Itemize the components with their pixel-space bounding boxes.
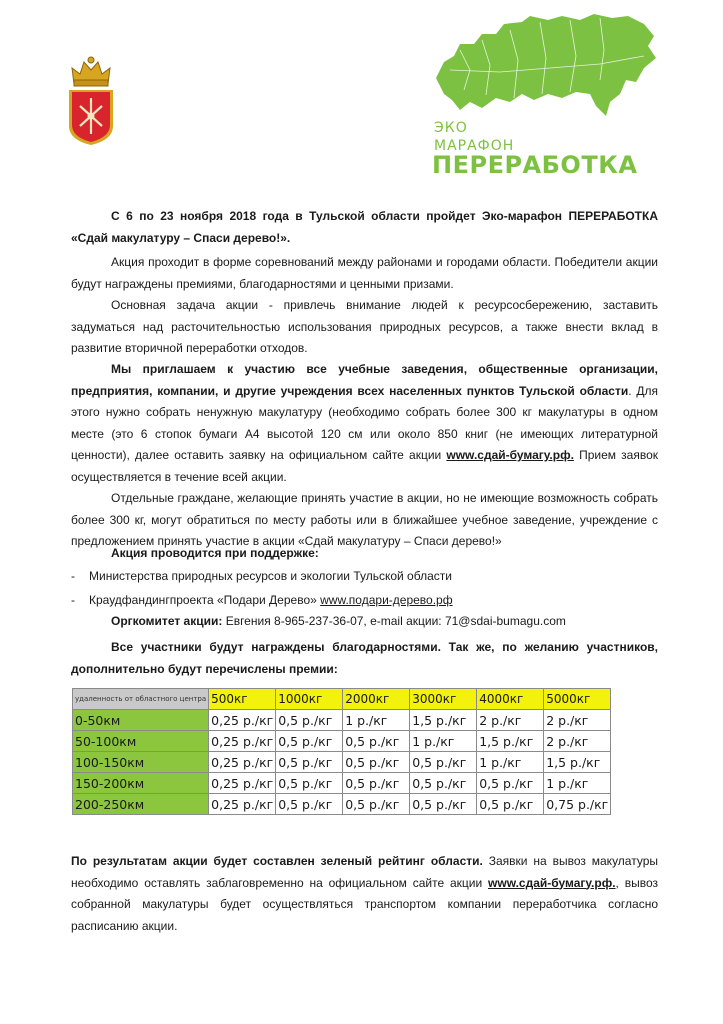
support-heading-text: Акция проводится при поддержке: — [111, 546, 319, 560]
table-cell: 0,5 р./кг — [477, 773, 544, 794]
table-cell: 2 р./кг — [544, 710, 611, 731]
orgcommittee — [71, 611, 658, 633]
table-corner-label: удаленность от областного центра — [73, 689, 209, 710]
table-cell: 0,5 р./кг — [477, 794, 544, 815]
table-row — [73, 773, 611, 794]
bullet-dash: - — [71, 569, 75, 583]
results-bold: По результатам акции будет составлен зеленый рейтинг области. — [71, 854, 483, 868]
column-header: 500кг — [209, 689, 276, 710]
awards-text: Все участники будут награждены благодарностями. Так же, по желанию участников, дополнительно будут перечислены премии: — [71, 640, 658, 676]
eco-marathon-logo — [430, 10, 660, 180]
table-cell: 0,5 р./кг — [343, 773, 410, 794]
paragraph-main-goal — [71, 295, 658, 360]
table-cell: 1 р./кг — [544, 773, 611, 794]
intro-text: С 6 по 23 ноября 2018 года в Тульской области пройдет Эко-марафон ПЕРЕРАБОТКА «Сдай макулатуру – Спаси дерево!». — [71, 209, 658, 245]
logo-line-pererabotka: ПЕРЕРАБОТКА — [432, 151, 638, 179]
table-cell: 2 р./кг — [544, 731, 611, 752]
table-cell: 0,5 р./кг — [410, 752, 477, 773]
column-header: 3000кг — [410, 689, 477, 710]
intro-paragraph — [71, 206, 658, 249]
results-paragraph — [71, 851, 658, 937]
invitation-text-1: . Для этого нужно собрать ненужную макулатуру (необходимо собрать более 300 кг макулатуры в одном месте (это 6 стопок бумаги А4 высотой 120 см или около 850 книг (не имеющих литературной ценности), далее оставить заявку на официальном сайте акции — [71, 383, 659, 462]
bullet-dash: - — [71, 593, 75, 607]
support-heading — [71, 543, 658, 565]
premium-rates-table — [72, 688, 611, 815]
table-cell: 1 р./кг — [343, 710, 410, 731]
table-cell: 0,5 р./кг — [343, 731, 410, 752]
table-cell: 0,5 р./кг — [276, 731, 343, 752]
table-cell: 0,25 р./кг — [209, 752, 276, 773]
table-cell: 0,5 р./кг — [343, 752, 410, 773]
row-header: 0-50км — [73, 710, 209, 731]
table-cell: 0,5 р./кг — [276, 752, 343, 773]
paragraph-individuals-text: Отдельные граждане, желающие принять участие в акции, но не имеющие возможность собрать более 300 кг, могут обратиться по месту работы или в ближайшее учебное заведение, учреждение с предложением принять участие в акции «Сдай макулатуру – Спаси дерево!» — [71, 491, 658, 548]
invitation-bold: Мы приглашаем к участию все учебные заведения, общественные организации, предприятия, компании, и другие учреждения всех населенных пунктов Тульской области — [71, 362, 658, 398]
site-link[interactable]: www.сдай-бумагу.рф. — [446, 448, 574, 462]
paragraph-competition-text: Акция проходит в форме соревнований между районами и городами области. Победители акции будут награждены премиями, благодарностями и ценными призами. — [71, 255, 658, 291]
column-header: 5000кг — [544, 689, 611, 710]
orgcommittee-label: Оргкомитет акции: — [111, 614, 223, 628]
column-header: 4000кг — [477, 689, 544, 710]
table-cell: 0,25 р./кг — [209, 794, 276, 815]
support-item — [71, 566, 452, 587]
results-text-1: Заявки на вывоз макулатуры необходимо оставлять заблаговременно на официальном сайте акции — [71, 854, 659, 890]
column-header: 1000кг — [276, 689, 343, 710]
table-cell: 1,5 р./кг — [477, 731, 544, 752]
row-header: 50-100км — [73, 731, 209, 752]
table-row — [73, 752, 611, 773]
table-cell: 0,25 р./кг — [209, 710, 276, 731]
table-cell: 0,25 р./кг — [209, 773, 276, 794]
row-header: 100-150км — [73, 752, 209, 773]
table-cell: 0,25 р./кг — [209, 731, 276, 752]
orgcommittee-contacts: Евгения 8-965-237-36-07, e-mail акции: 71@sdai-bumagu.com — [222, 614, 566, 628]
table-cell: 1,5 р./кг — [544, 752, 611, 773]
paragraph-invitation — [71, 359, 658, 488]
results-text-2: , вывоз собранной макулатуры будет осуществляться транспортом компании переработчика согласно расписанию акции. — [71, 875, 658, 933]
table-cell: 0,5 р./кг — [276, 794, 343, 815]
row-header: 200-250км — [73, 794, 209, 815]
logo-line-marathon: МАРАФОН — [434, 138, 515, 154]
table-cell: 0,5 р./кг — [276, 773, 343, 794]
table-header-row — [73, 689, 611, 710]
table-cell: 2 р./кг — [477, 710, 544, 731]
table-cell: 0,5 р./кг — [343, 794, 410, 815]
paragraph-main-goal-text: Основная задача акции - привлечь внимание людей к ресурсосбережению, заставить задуматься над расточительностью использования природных ресурсов, а также внести вклад в развитие вторичной переработки отходов. — [71, 298, 658, 355]
logo-line-eco: ЭКО — [434, 120, 468, 136]
table-cell: 0,75 р./кг — [544, 794, 611, 815]
support-item-text: Министерства природных ресурсов и экологии Тульской области — [89, 569, 452, 583]
awards-paragraph — [71, 637, 658, 680]
paragraph-competition — [71, 252, 658, 295]
row-header: 150-200км — [73, 773, 209, 794]
table-cell: 1 р./кг — [477, 752, 544, 773]
table-row — [73, 794, 611, 815]
table-row — [73, 731, 611, 752]
podari-derevo-link[interactable]: www.подари-дерево.рф — [320, 593, 453, 607]
table-cell: 1 р./кг — [410, 731, 477, 752]
site-link-2[interactable]: www.сдай-бумагу.рф. — [488, 875, 616, 890]
coat-of-arms-emblem — [66, 54, 116, 146]
table-cell: 0,5 р./кг — [410, 794, 477, 815]
table-cell: 0,5 р./кг — [276, 710, 343, 731]
column-header: 2000кг — [343, 689, 410, 710]
table-cell: 0,5 р./кг — [410, 773, 477, 794]
table-cell: 1,5 р./кг — [410, 710, 477, 731]
support-item — [71, 590, 453, 611]
russia-map-icon — [430, 10, 660, 130]
invitation-text-2: Прием заявок осуществляется в течение всей акции. — [71, 448, 658, 484]
support-item-text: Краудфандингпроекта «Подари Дерево» — [89, 593, 321, 607]
table-row — [73, 710, 611, 731]
